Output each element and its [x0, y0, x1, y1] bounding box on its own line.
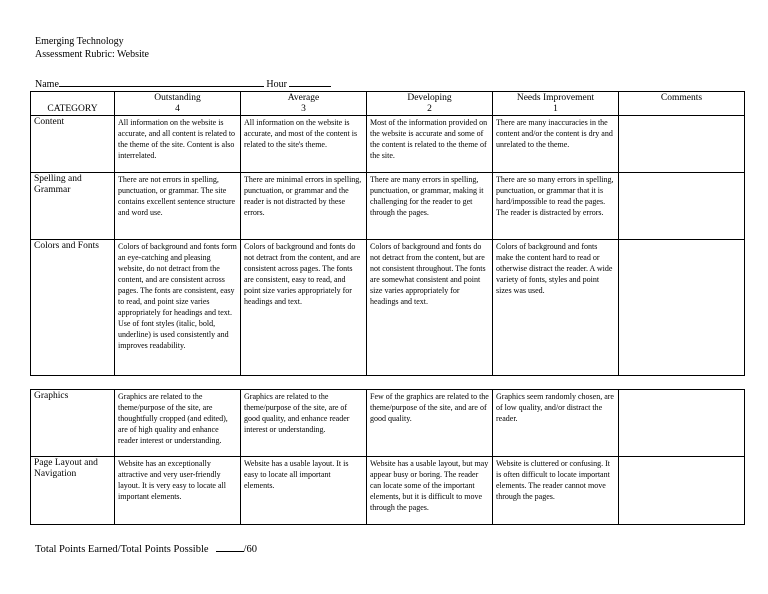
rubric-cell: There are many inaccuracies in the content and/or the content is dry and unrelated to the theme. — [493, 116, 619, 173]
table-row — [31, 240, 745, 376]
total-points-blank[interactable] — [216, 541, 244, 552]
rubric-title: Assessment Rubric: Website — [35, 49, 149, 60]
rubric-cell: Graphics are related to the theme/purpose of the site, are of good quality, and enhance reader interest or understanding. — [241, 390, 367, 457]
level-header-average — [241, 92, 367, 116]
level-label: Needs Improvement — [516, 93, 595, 103]
comments-label: Comments — [660, 93, 703, 103]
rubric-cell: Graphics seem randomly chosen, are of low quality, and/or distract the reader. — [493, 390, 619, 457]
hour-blank[interactable] — [289, 77, 331, 87]
table-row — [31, 457, 745, 525]
rubric-table-part-2 — [30, 389, 745, 525]
level-score: 4 — [175, 104, 180, 114]
rubric-cell: Website has an exceptionally attractive and very user-friendly layout. It is very easy to locate all important elements. — [115, 457, 241, 525]
name-blank[interactable] — [59, 77, 264, 87]
level-header-developing — [367, 92, 493, 116]
level-label: Developing — [407, 93, 452, 103]
category-label: CATEGORY — [47, 104, 98, 114]
hour-label: Hour — [266, 79, 287, 90]
rubric-cell: Colors of background and fonts do not detract from the content, but are not consistent throughout. The fonts are somewhat consistent and point size varies appropriately for headings and text. — [367, 240, 493, 376]
table-row — [31, 390, 745, 457]
category-header — [31, 92, 115, 116]
table-row — [31, 173, 745, 240]
comments-cell[interactable] — [619, 240, 745, 376]
level-score: 1 — [553, 104, 558, 114]
comments-cell[interactable] — [619, 390, 745, 457]
rubric-cell: Colors of background and fonts do not detract from the content, and are consistent across pages. The fonts are consistent, easy to read, and point size varies appropriately for headings and text. — [241, 240, 367, 376]
level-score: 3 — [301, 104, 306, 114]
comments-header — [619, 92, 745, 116]
level-header-needs-improvement — [493, 92, 619, 116]
level-label: Average — [287, 93, 320, 103]
comments-cell[interactable] — [619, 457, 745, 525]
rubric-cell: Website has a usable layout. It is easy to locate all important elements. — [241, 457, 367, 525]
total-points-label: Total Points Earned/Total Points Possible — [35, 544, 209, 555]
rubric-cell: Colors of background and fonts form an eye-catching and pleasing website, do not detract from the content, and are consistent across pages. The fonts are consistent, easy to read, and point size varies appropriately for headings and text. Use of font styles (italic, bold, underline) is used consistently and improves readability. — [115, 240, 241, 376]
level-header-outstanding — [115, 92, 241, 116]
comments-cell[interactable] — [619, 173, 745, 240]
total-points-possible: /60 — [243, 544, 257, 555]
rubric-cell: Few of the graphics are related to the theme/purpose of the site, and are of good quality. — [367, 390, 493, 457]
level-score: 2 — [427, 104, 432, 114]
rubric-cell: Website has a usable layout, but may appear busy or boring. The reader can locate some of the important elements, but it is difficult to move through the pages. — [367, 457, 493, 525]
rubric-cell: There are minimal errors in spelling, punctuation, or grammar and the reader is not distracted by these errors. — [241, 173, 367, 240]
row-category-graphics: Graphics — [31, 390, 115, 457]
rubric-table-part-1 — [30, 91, 745, 376]
rubric-cell: There are so many errors in spelling, punctuation, or grammar that it is hard/impossible to read the pages. The reader is distracted by errors. — [493, 173, 619, 240]
level-label: Outstanding — [154, 93, 201, 103]
rubric-cell: Most of the information provided on the website is accurate and some of the content is related to the theme of the site. — [367, 116, 493, 173]
row-category-spelling: Spelling and Grammar — [31, 173, 115, 240]
total-points-line — [35, 541, 257, 556]
rubric-cell: There are many errors in spelling, punctuation, or grammar, making it challenging for the reader to get through the pages. — [367, 173, 493, 240]
row-category-content: Content — [31, 116, 115, 173]
name-label: Name — [35, 79, 59, 90]
header-row — [31, 92, 745, 116]
rubric-cell: All information on the website is accurate, and most of the content is related to the site's theme. — [241, 116, 367, 173]
course-title: Emerging Technology — [35, 36, 124, 47]
row-category-colors-fonts: Colors and Fonts — [31, 240, 115, 376]
table-row — [31, 116, 745, 173]
rubric-cell: Colors of background and fonts make the content hard to read or otherwise distract the reader. A wide variety of fonts, styles and point sizes was used. — [493, 240, 619, 376]
rubric-cell: All information on the website is accurate, and all content is related to the theme of the site. Content is also interrelated. — [115, 116, 241, 173]
rubric-cell: Website is cluttered or confusing. It is often difficult to locate important elements. The reader cannot move through the pages. — [493, 457, 619, 525]
comments-cell[interactable] — [619, 116, 745, 173]
name-hour-line — [35, 77, 331, 91]
row-category-page-layout: Page Layout and Navigation — [31, 457, 115, 525]
rubric-cell: Graphics are related to the theme/purpose of the site, are thoughtfully cropped (and edited), are of high quality and enhance reader interest or understanding. — [115, 390, 241, 457]
rubric-cell: There are not errors in spelling, punctuation, or grammar. The site contains excellent sentence structure and word use. — [115, 173, 241, 240]
